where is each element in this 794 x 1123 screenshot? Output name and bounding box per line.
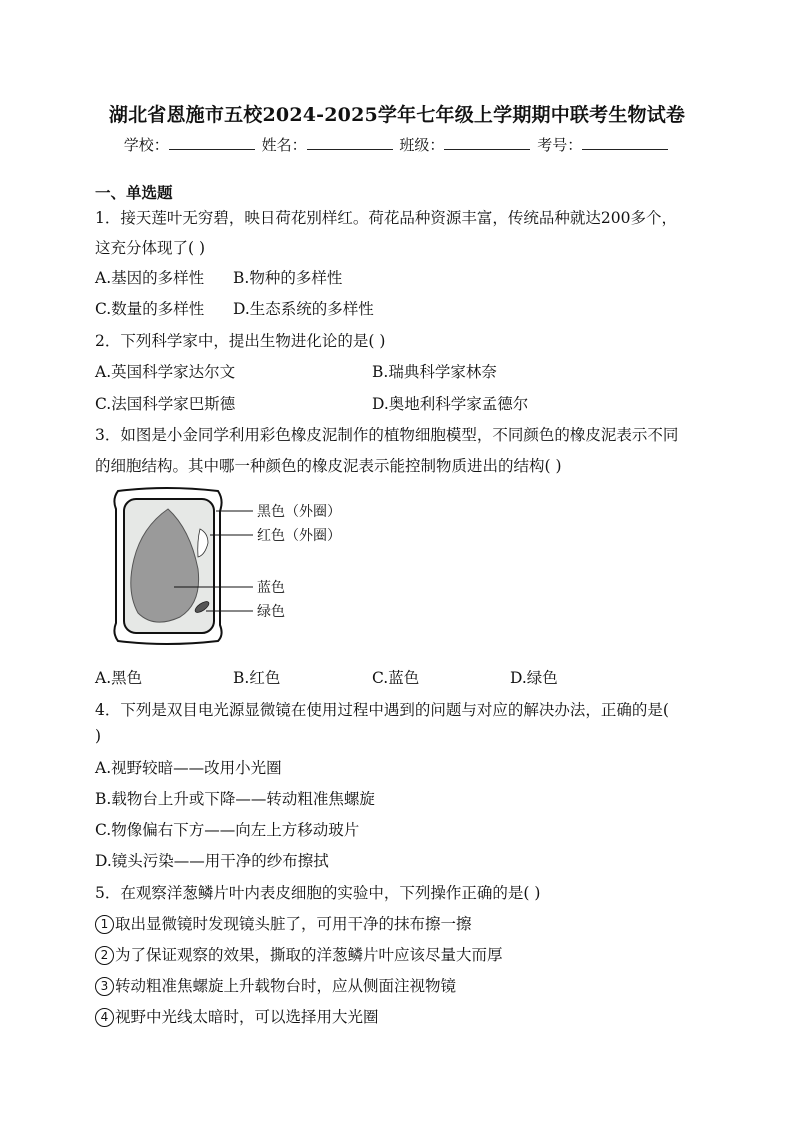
q3-stem-line1: 3．如图是小金同学利用彩色橡皮泥制作的植物细胞模型，不同颜色的橡皮泥表示不同	[95, 426, 679, 444]
q5-item-2	[95, 943, 503, 965]
q4-option-b: B.载物台上升或下降——转动粗准焦螺旋	[95, 790, 375, 808]
exam-title: 湖北省恩施市五校2024-2025学年七年级上学期期中联考生物试卷	[108, 104, 686, 126]
label-red: 红色（外圈）	[257, 528, 341, 544]
school-label: 学校：	[123, 136, 169, 154]
exam-number-blank[interactable]	[582, 135, 668, 150]
q5-item-text: 转动粗准焦螺旋上升载物台时，应从侧面注视物镜	[115, 977, 457, 995]
q3-option-b: B.红色	[233, 669, 281, 687]
q1-option-b: B.物种的多样性	[233, 269, 343, 287]
q4-stem-line1: 4．下列是双目电光源显微镜在使用过程中遇到的问题与对应的解决办法，正确的是(	[95, 701, 669, 719]
student-info-row	[0, 134, 794, 155]
q2-option-d: D.奥地利科学家孟德尔	[372, 395, 529, 413]
q1-option-d: D.生态系统的多样性	[233, 300, 374, 318]
q5-item-3	[95, 974, 456, 996]
name-label: 姓名：	[261, 136, 307, 154]
label-black: 黑色（外圈）	[257, 504, 341, 520]
circled-number: 2	[95, 946, 114, 965]
q1-stem-line2: 这充分体现了( )	[95, 239, 206, 257]
exam-number-label: 考号：	[537, 136, 583, 154]
class-label: 班级：	[399, 136, 445, 154]
name-blank[interactable]	[307, 135, 393, 150]
q5-item-1	[95, 912, 472, 934]
q3-option-c: C.蓝色	[372, 669, 420, 687]
q1-option-a: A.基因的多样性	[95, 269, 205, 287]
q4-option-c: C.物像偏右下方——向左上方移动玻片	[95, 821, 360, 839]
q3-stem-line2: 的细胞结构。其中哪一种颜色的橡皮泥表示能控制物质进出的结构( )	[95, 457, 562, 475]
q5-item-text: 视野中光线太暗时，可以选择用大光圈	[115, 1008, 379, 1026]
school-blank[interactable]	[169, 135, 255, 150]
q5-item-4	[95, 1005, 379, 1027]
q2-option-b: B.瑞典科学家林奈	[372, 363, 497, 381]
q4-option-d: D.镜头污染——用干净的纱布擦拭	[95, 852, 329, 870]
class-blank[interactable]	[444, 135, 530, 150]
q5-item-text: 取出显微镜时发现镜头脏了，可用干净的抹布擦一擦	[115, 915, 472, 933]
q4-stem-line2: )	[95, 727, 102, 745]
q2-option-c: C.法国科学家巴斯德	[95, 395, 236, 413]
q1-option-c: C.数量的多样性	[95, 300, 205, 318]
q3-option-d: D.绿色	[510, 669, 558, 687]
circled-number: 4	[95, 1008, 114, 1027]
q2-stem: 2．下列科学家中，提出生物进化论的是( )	[95, 332, 386, 350]
q1-stem-line1: 1．接天莲叶无穷碧，映日荷花别样红。荷花品种资源丰富，传统品种就达200多个，	[95, 209, 677, 227]
q4-option-a: A.视野较暗——改用小光圈	[95, 759, 282, 777]
q3-option-a: A.黑色	[95, 669, 143, 687]
circled-number: 1	[95, 915, 114, 934]
circled-number: 3	[95, 977, 114, 996]
label-green: 绿色	[257, 604, 285, 620]
q5-stem: 5．在观察洋葱鳞片叶内表皮细胞的实验中，下列操作正确的是( )	[95, 884, 541, 902]
label-blue: 蓝色	[257, 580, 285, 596]
q5-item-text: 为了保证观察的效果，撕取的洋葱鳞片叶应该尽量大而厚	[115, 946, 503, 964]
q2-option-a: A.英国科学家达尔文	[95, 363, 236, 381]
plant-cell-figure	[110, 485, 360, 647]
section-title: 一、单选题	[95, 183, 173, 202]
